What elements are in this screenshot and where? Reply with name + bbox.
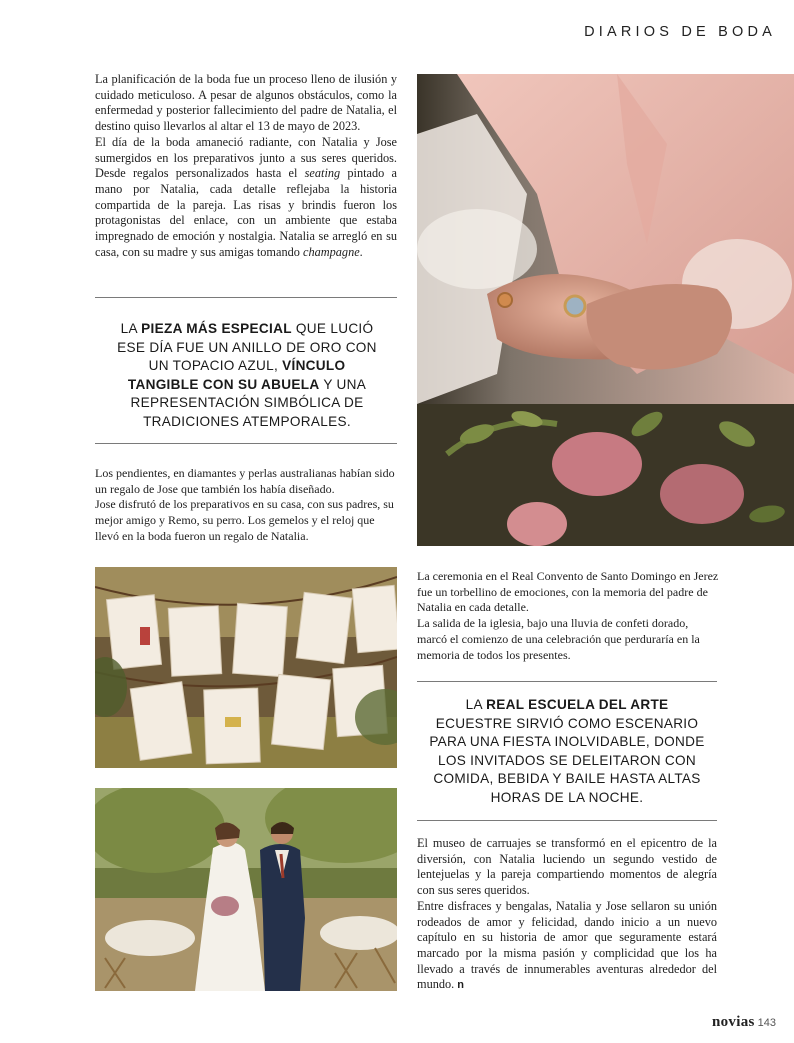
closing-paragraph: Entre disfraces y bengalas, Natalia y Jose sellaron su unión rodeados de amor y felicidad, dando inicio a un nuevo capítulo en su historia de amor que seguramente estará marcado por la misma pasión y complicidad que los ha llevado a través de innumerables aventuras alrededor del mundo. n [417,898,717,992]
divider-rule [417,820,717,821]
page-footer [712,1014,776,1031]
divider-rule [95,443,397,444]
church-exit-paragraph: La salida de la iglesia, bajo una lluvia de confeti dorado, marcó el comienzo de una celebración que perduraría en la memoria de todos los presentes. [417,616,700,662]
museum-paragraph: El museo de carruajes se transformó en el epicentro de la diversión, con Natalia luciendo un segundo vestido de lentejuelas y la pareja compartiendo momentos de alegría con sus seres queridos. [417,836,717,898]
seating-chart-photo [95,567,397,768]
divider-rule [417,681,717,682]
page-number: 143 [757,1017,776,1029]
intro-paragraph-2: El día de la boda amaneció radiante, con Natalia y Jose sumergidos en los preparativos junto a sus seres queridos. Desde regalos personalizados hasta el seating pintado a mano por Natalia, cada detalle reflejaba la historia compartida de la pareja. Las risas y brindis fueron los protagonistas del enlace, con un ambiente que estaba impregnado de emoción y nostalgia. Natalia se arregló en su casa, con su madre y sus amigas tomando champagne. [95,134,397,259]
groom-preparations-paragraph: Jose disfrutó de los preparativos en su casa, con sus padres, su mejor amigo y Remo, su perro. Los gemelos y el reloj que llevó en la boda fueron un regalo de Natalia. [95,497,394,543]
end-mark: n [457,979,464,992]
divider-rule [95,297,397,298]
celebration-text-block [417,836,717,994]
earrings-paragraph: Los pendientes, en diamantes y perlas australianas habían sido un regalo de Jose que también los había diseñado. [95,466,395,496]
pull-quote-venue: LA REAL ESCUELA DEL ARTE ECUESTRE SIRVIÓ COMO ESCENARIO PARA UNA FIESTA INOLVIDABLE, DONDE LOS INVITADOS SE DELEITARON CON COMIDA, BEBIDA Y BAILE HASTA ALTAS HORAS DE LA NOCHE. [429,697,705,805]
couple-photo [95,788,397,991]
section-header: DIARIOS DE BODA [584,24,776,40]
intro-paragraph-1: La planificación de la boda fue un proceso lleno de ilusión y cuidado meticuloso. A pesar de algunos obstáculos, como la enfermedad y posterior fallecimiento del padre de Natalia, el destino quiso llevarlos al altar el 13 de mayo de 2023. [95,72,397,134]
intro-text-block [95,72,397,260]
hands-ring-photo [417,74,794,546]
ceremony-text-block [417,569,719,663]
pull-quote-ring: LA PIEZA MÁS ESPECIAL QUE LUCIÓ ESE DÍA FUE UN ANILLO DE ORO CON UN TOPACIO AZUL, VÍNCULO TANGIBLE CON SU ABUELA Y UNA REPRESENTACIÓN SIMBÓLICA DE TRADICIONES ATEMPORALES. [117,321,377,429]
ceremony-paragraph: La ceremonia en el Real Convento de Santo Domingo en Jerez fue un torbellino de emociones, con la memoria del padre de Natalia en cada detalle. [417,569,719,615]
preparations-text-block [95,466,397,545]
magazine-brand: novias [711,1014,755,1030]
